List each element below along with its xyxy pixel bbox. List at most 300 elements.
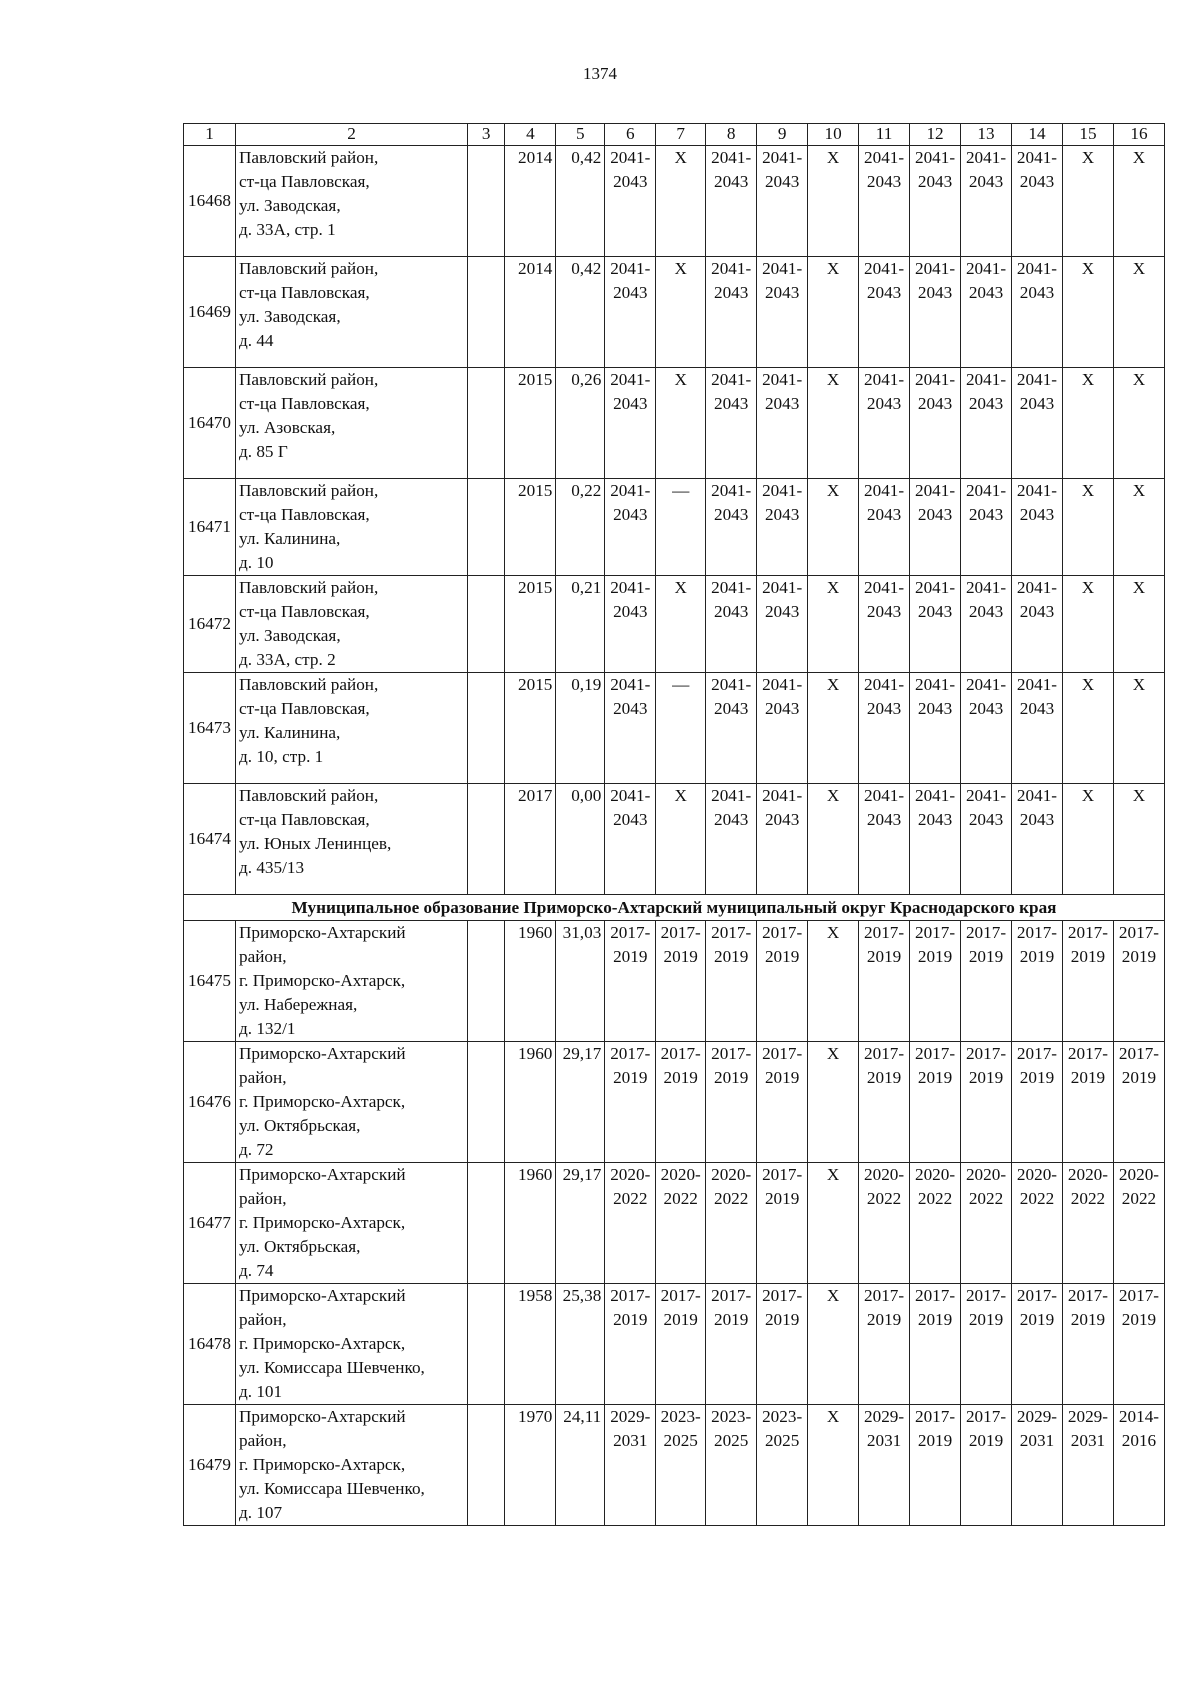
address-cell <box>236 576 468 673</box>
cell-line: д. 72 <box>239 1140 274 1159</box>
cell-line: г. Приморско-Ахтарск, <box>239 1092 406 1111</box>
year-cell: 2014 <box>505 146 556 257</box>
cell-line: район, <box>239 1068 287 1087</box>
cell-line: 2041- <box>762 370 803 389</box>
cell-line: 2043 <box>866 505 902 524</box>
cell-line: Х <box>826 1044 840 1063</box>
cell-line: 2019 <box>917 1431 953 1450</box>
period-cell-col8 <box>706 257 757 368</box>
cell-line: 2019 <box>968 1068 1004 1087</box>
cell-line: 2031 <box>1070 1431 1106 1450</box>
table-row <box>184 479 1165 576</box>
period-cell-col10 <box>808 1163 859 1284</box>
table-body <box>184 124 1165 1526</box>
period-cell-col16 <box>1113 1163 1164 1284</box>
cell-col3 <box>467 576 504 673</box>
row-number: 16468 <box>184 146 236 257</box>
period-cell-col10 <box>808 1405 859 1526</box>
cell-line: ст-ца Павловская, <box>239 505 370 524</box>
cell-line: Х <box>826 148 840 167</box>
period-cell-col15 <box>1062 921 1113 1042</box>
cell-col3 <box>467 784 504 895</box>
cell-line: 2041- <box>711 148 752 167</box>
cell-line: д. 44 <box>239 331 274 350</box>
column-header-3: 3 <box>467 124 504 146</box>
cell-line: 2041- <box>610 148 651 167</box>
cell-line: 2041- <box>762 259 803 278</box>
cell-line: 2043 <box>917 283 953 302</box>
period-cell-col12 <box>910 257 961 368</box>
period-cell-col15 <box>1062 368 1113 479</box>
table-row <box>184 1042 1165 1163</box>
period-cell-col6 <box>605 921 656 1042</box>
cell-line: 2043 <box>917 505 953 524</box>
cell-line: 2019 <box>968 1431 1004 1450</box>
period-cell-col15 <box>1062 1405 1113 1526</box>
period-cell-col7 <box>656 1163 706 1284</box>
period-cell-col13 <box>961 673 1012 784</box>
year-cell: 1960 <box>505 1163 556 1284</box>
cell-line: г. Приморско-Ахтарск, <box>239 1455 406 1474</box>
cell-line: 2041- <box>711 259 752 278</box>
cell-line: 2041- <box>711 481 752 500</box>
period-cell-col15 <box>1062 257 1113 368</box>
period-cell-col6 <box>605 368 656 479</box>
period-cell-col12 <box>910 1284 961 1405</box>
address-cell <box>236 257 468 368</box>
period-cell-col14 <box>1011 1405 1062 1526</box>
row-number: 16470 <box>184 368 236 479</box>
period-cell-col15 <box>1062 576 1113 673</box>
cell-line: д. 10, стр. 1 <box>239 747 324 766</box>
cell-line: 2043 <box>866 810 902 829</box>
cell-line: 2020- <box>864 1165 905 1184</box>
cell-line: Х <box>1132 578 1146 597</box>
cell-line: 2031 <box>866 1431 902 1450</box>
cell-line: 2041- <box>864 370 905 389</box>
cell-line: 2041- <box>711 370 752 389</box>
period-cell-col14 <box>1011 576 1062 673</box>
cell-line: 2019 <box>968 947 1004 966</box>
cell-line: 2019 <box>1019 947 1055 966</box>
period-cell-col9 <box>757 146 808 257</box>
period-cell-col14 <box>1011 1163 1062 1284</box>
section-row <box>184 895 1165 921</box>
cell-line: 2041- <box>965 675 1007 694</box>
cell-line: 2023- <box>660 1407 701 1426</box>
cell-line: 2041- <box>864 786 905 805</box>
cell-line: Павловский район, <box>239 578 379 597</box>
cell-line: 2041- <box>914 481 956 500</box>
period-cell-col13 <box>961 921 1012 1042</box>
period-cell-col6 <box>605 479 656 576</box>
value-cell: 0,42 <box>556 146 605 257</box>
cell-line: 2043 <box>866 283 902 302</box>
cell-line: 2043 <box>713 172 749 191</box>
period-cell-col7 <box>656 146 706 257</box>
value-cell: 0,00 <box>556 784 605 895</box>
header-row <box>184 124 1165 146</box>
column-header-4: 4 <box>505 124 556 146</box>
cell-line: Х <box>1132 786 1146 805</box>
cell-line: 2020- <box>1118 1165 1160 1184</box>
cell-line: 2041- <box>610 578 651 597</box>
cell-line: 2020- <box>914 1165 956 1184</box>
period-cell-col9 <box>757 1163 808 1284</box>
year-cell: 1960 <box>505 921 556 1042</box>
cell-line: 2017- <box>711 923 752 942</box>
cell-line: 2041- <box>965 786 1007 805</box>
cell-line: ул. Заводская, <box>239 196 341 215</box>
period-cell-col10 <box>808 921 859 1042</box>
cell-line: Х <box>826 786 840 805</box>
cell-line: 2029- <box>610 1407 651 1426</box>
period-cell-col7 <box>656 673 706 784</box>
cell-line: ул. Комиссара Шевченко, <box>239 1479 425 1498</box>
cell-line: ст-ца Павловская, <box>239 602 370 621</box>
period-cell-col10 <box>808 257 859 368</box>
address-cell <box>236 673 468 784</box>
cell-line: 2017- <box>1067 1044 1108 1063</box>
cell-line: 2041- <box>914 259 956 278</box>
period-cell-col9 <box>757 257 808 368</box>
period-cell-col10 <box>808 368 859 479</box>
cell-line: г. Приморско-Ахтарск, <box>239 1213 406 1232</box>
cell-line: Х <box>826 923 840 942</box>
cell-line: 2043 <box>917 810 953 829</box>
cell-line: 2017- <box>660 1286 701 1305</box>
cell-line: 2043 <box>968 505 1004 524</box>
cell-col3 <box>467 1042 504 1163</box>
cell-line: ул. Калинина, <box>239 529 341 548</box>
cell-line: район, <box>239 1431 287 1450</box>
cell-line: 2043 <box>917 394 953 413</box>
cell-line: 2017- <box>1118 923 1160 942</box>
period-cell-col11 <box>859 146 910 257</box>
cell-line: 2017- <box>965 1407 1007 1426</box>
cell-line: 2041- <box>1016 259 1058 278</box>
period-cell-col13 <box>961 1163 1012 1284</box>
year-cell: 1970 <box>505 1405 556 1526</box>
period-cell-col7 <box>656 576 706 673</box>
cell-line: 2019 <box>613 1310 648 1329</box>
cell-line: Павловский район, <box>239 675 379 694</box>
cell-line: 2017- <box>965 1044 1007 1063</box>
cell-line: 2017- <box>610 1286 651 1305</box>
cell-line: 2022 <box>866 1189 902 1208</box>
row-number: 16476 <box>184 1042 236 1163</box>
cell-line: 2019 <box>917 1310 953 1329</box>
cell-line: 2041- <box>864 481 905 500</box>
cell-line: 2041- <box>914 370 956 389</box>
period-cell-col16 <box>1113 784 1164 895</box>
period-cell-col8 <box>706 673 757 784</box>
period-cell-col13 <box>961 479 1012 576</box>
cell-line: 2043 <box>764 394 800 413</box>
cell-line: 2019 <box>1121 1068 1157 1087</box>
cell-line: район, <box>239 1189 287 1208</box>
row-number: 16472 <box>184 576 236 673</box>
period-cell-col12 <box>910 784 961 895</box>
cell-line: 2022 <box>917 1189 953 1208</box>
cell-line: Х <box>1081 148 1095 167</box>
cell-line: 2019 <box>1121 1310 1157 1329</box>
cell-line: Приморско-Ахтарский <box>239 1165 406 1184</box>
period-cell-col10 <box>808 146 859 257</box>
cell-line: ст-ца Павловская, <box>239 172 370 191</box>
period-cell-col10 <box>808 576 859 673</box>
period-cell-col14 <box>1011 479 1062 576</box>
cell-line: 2041- <box>965 481 1007 500</box>
cell-line: Х <box>1132 370 1146 389</box>
cell-line: ул. Набережная, <box>239 995 358 1014</box>
period-cell-col12 <box>910 368 961 479</box>
year-cell: 2014 <box>505 257 556 368</box>
cell-line: 2041- <box>711 786 752 805</box>
column-header-15: 15 <box>1062 124 1113 146</box>
row-number: 16473 <box>184 673 236 784</box>
cell-line: 2019 <box>764 947 800 966</box>
cell-line: 2017- <box>711 1044 752 1063</box>
period-cell-col15 <box>1062 673 1113 784</box>
period-cell-col10 <box>808 1284 859 1405</box>
cell-line: 2017- <box>914 1044 956 1063</box>
column-header-11: 11 <box>859 124 910 146</box>
year-cell: 2015 <box>505 368 556 479</box>
period-cell-col9 <box>757 479 808 576</box>
period-cell-col16 <box>1113 1042 1164 1163</box>
period-cell-col15 <box>1062 1284 1113 1405</box>
column-header-1: 1 <box>184 124 236 146</box>
cell-line: 2022 <box>1070 1189 1106 1208</box>
period-cell-col15 <box>1062 479 1113 576</box>
period-cell-col16 <box>1113 146 1164 257</box>
period-cell-col8 <box>706 146 757 257</box>
period-cell-col6 <box>605 1042 656 1163</box>
cell-line: 2019 <box>663 1068 698 1087</box>
cell-line: 2043 <box>764 810 800 829</box>
cell-line: 2020- <box>660 1165 701 1184</box>
cell-line: 2043 <box>866 172 902 191</box>
cell-line: 2019 <box>1019 1068 1055 1087</box>
cell-line: 2014- <box>1118 1407 1160 1426</box>
period-cell-col11 <box>859 257 910 368</box>
cell-line: Х <box>1132 148 1146 167</box>
row-number: 16478 <box>184 1284 236 1405</box>
period-cell-col8 <box>706 1284 757 1405</box>
cell-line: ул. Комиссара Шевченко, <box>239 1358 425 1377</box>
period-cell-col11 <box>859 1042 910 1163</box>
period-cell-col12 <box>910 673 961 784</box>
cell-line: 2019 <box>968 1310 1004 1329</box>
period-cell-col7 <box>656 479 706 576</box>
cell-line: 2017- <box>1118 1044 1160 1063</box>
cell-line: 2043 <box>613 283 648 302</box>
period-cell-col7 <box>656 1042 706 1163</box>
cell-line: Приморско-Ахтарский <box>239 1286 406 1305</box>
period-cell-col6 <box>605 257 656 368</box>
period-cell-col8 <box>706 921 757 1042</box>
value-cell: 31,03 <box>556 921 605 1042</box>
period-cell-col14 <box>1011 1042 1062 1163</box>
cell-line: 2041- <box>762 481 803 500</box>
column-header-14: 14 <box>1011 124 1062 146</box>
period-cell-col13 <box>961 1042 1012 1163</box>
cell-line: 2019 <box>613 1068 648 1087</box>
cell-line: Х <box>1132 675 1146 694</box>
cell-line: 2017- <box>660 923 701 942</box>
year-cell: 2015 <box>505 479 556 576</box>
cell-line: 2025 <box>663 1431 698 1450</box>
cell-line: 2043 <box>968 810 1004 829</box>
cell-line: 2041- <box>965 578 1007 597</box>
period-cell-col12 <box>910 1042 961 1163</box>
cell-line: 2022 <box>713 1189 749 1208</box>
cell-line: 2043 <box>1019 602 1055 621</box>
cell-col3 <box>467 1284 504 1405</box>
cell-line: 2017- <box>711 1286 752 1305</box>
year-cell: 2015 <box>505 673 556 784</box>
period-cell-col6 <box>605 1163 656 1284</box>
cell-line: 2031 <box>613 1431 648 1450</box>
cell-line: 2019 <box>764 1068 800 1087</box>
cell-line: 2016 <box>1121 1431 1157 1450</box>
cell-line: 2041- <box>914 675 956 694</box>
cell-line: — <box>672 675 690 694</box>
period-cell-col9 <box>757 576 808 673</box>
cell-line: Х <box>826 578 840 597</box>
cell-line: г. Приморско-Ахтарск, <box>239 971 406 990</box>
cell-line: 2043 <box>917 699 953 718</box>
cell-line: 2043 <box>613 602 648 621</box>
cell-line: 2041- <box>914 578 956 597</box>
period-cell-col12 <box>910 576 961 673</box>
cell-line: 2019 <box>713 1310 749 1329</box>
table-row <box>184 1163 1165 1284</box>
cell-line: Х <box>826 370 840 389</box>
cell-line: ул. Заводская, <box>239 626 341 645</box>
table-row <box>184 784 1165 895</box>
column-header-2: 2 <box>236 124 468 146</box>
period-cell-col7 <box>656 1284 706 1405</box>
period-cell-col6 <box>605 146 656 257</box>
year-cell: 2015 <box>505 576 556 673</box>
cell-line: Приморско-Ахтарский <box>239 923 406 942</box>
period-cell-col13 <box>961 1284 1012 1405</box>
cell-line: 2019 <box>713 947 749 966</box>
cell-line: 2019 <box>613 947 648 966</box>
cell-line: 2017- <box>864 1044 905 1063</box>
cell-line: 2022 <box>663 1189 698 1208</box>
period-cell-col8 <box>706 368 757 479</box>
cell-line: Павловский район, <box>239 786 379 805</box>
period-cell-col9 <box>757 368 808 479</box>
period-cell-col12 <box>910 1163 961 1284</box>
cell-line: 2031 <box>1019 1431 1055 1450</box>
cell-line: 2041- <box>1016 675 1058 694</box>
cell-line: 2043 <box>713 699 749 718</box>
cell-line: 2043 <box>713 602 749 621</box>
period-cell-col11 <box>859 576 910 673</box>
period-cell-col8 <box>706 1042 757 1163</box>
cell-line: 2020- <box>711 1165 752 1184</box>
cell-line: 2043 <box>764 172 800 191</box>
table-row <box>184 146 1165 257</box>
cell-line: 2041- <box>965 370 1007 389</box>
cell-line: 2019 <box>1121 947 1157 966</box>
address-cell <box>236 784 468 895</box>
cell-line: 2019 <box>764 1310 800 1329</box>
row-number: 16479 <box>184 1405 236 1526</box>
cell-line: 2017- <box>762 1044 803 1063</box>
row-number: 16475 <box>184 921 236 1042</box>
cell-line: 2043 <box>764 602 800 621</box>
cell-line: 2043 <box>713 283 749 302</box>
row-number: 16471 <box>184 479 236 576</box>
cell-line: ст-ца Павловская, <box>239 810 370 829</box>
cell-line: Х <box>1081 370 1095 389</box>
period-cell-col8 <box>706 1405 757 1526</box>
cell-line: 2041- <box>762 786 803 805</box>
cell-line: д. 435/13 <box>239 858 305 877</box>
cell-line: Х <box>826 1165 840 1184</box>
cell-line: 2020- <box>1067 1165 1108 1184</box>
cell-line: 2041- <box>1016 481 1058 500</box>
cell-line: ул. Заводская, <box>239 307 341 326</box>
column-header-5: 5 <box>556 124 605 146</box>
cell-line: 2043 <box>1019 810 1055 829</box>
cell-line: 2023- <box>762 1407 803 1426</box>
cell-line: 2041- <box>965 259 1007 278</box>
period-cell-col9 <box>757 1405 808 1526</box>
period-cell-col13 <box>961 146 1012 257</box>
section-title: Муниципальное образование Приморско-Ахтарский муниципальный округ Краснодарского края <box>184 895 1165 921</box>
period-cell-col16 <box>1113 673 1164 784</box>
cell-line: ул. Октябрьская, <box>239 1237 361 1256</box>
cell-line: 2019 <box>866 947 902 966</box>
period-cell-col16 <box>1113 1405 1164 1526</box>
cell-line: 2022 <box>968 1189 1004 1208</box>
cell-line: 2043 <box>713 505 749 524</box>
table-row <box>184 673 1165 784</box>
cell-line: 2017- <box>1067 923 1108 942</box>
cell-line: 2043 <box>764 283 800 302</box>
cell-line: 2017- <box>914 1407 956 1426</box>
cell-line: 2017- <box>864 1286 905 1305</box>
period-cell-col10 <box>808 1042 859 1163</box>
period-cell-col16 <box>1113 1284 1164 1405</box>
value-cell: 29,17 <box>556 1042 605 1163</box>
period-cell-col16 <box>1113 257 1164 368</box>
cell-line: 2019 <box>1070 1310 1106 1329</box>
period-cell-col9 <box>757 1284 808 1405</box>
period-cell-col15 <box>1062 146 1113 257</box>
cell-line: 2017- <box>914 923 956 942</box>
period-cell-col14 <box>1011 1284 1062 1405</box>
cell-line: Х <box>1081 259 1095 278</box>
address-cell <box>236 368 468 479</box>
cell-col3 <box>467 257 504 368</box>
period-cell-col8 <box>706 1163 757 1284</box>
cell-line: 2017- <box>610 1044 651 1063</box>
cell-line: д. 33А, стр. 1 <box>239 220 336 239</box>
period-cell-col8 <box>706 576 757 673</box>
period-cell-col11 <box>859 368 910 479</box>
value-cell: 24,11 <box>556 1405 605 1526</box>
table-row <box>184 576 1165 673</box>
cell-line: 2041- <box>762 148 803 167</box>
cell-line: 2041- <box>864 259 905 278</box>
